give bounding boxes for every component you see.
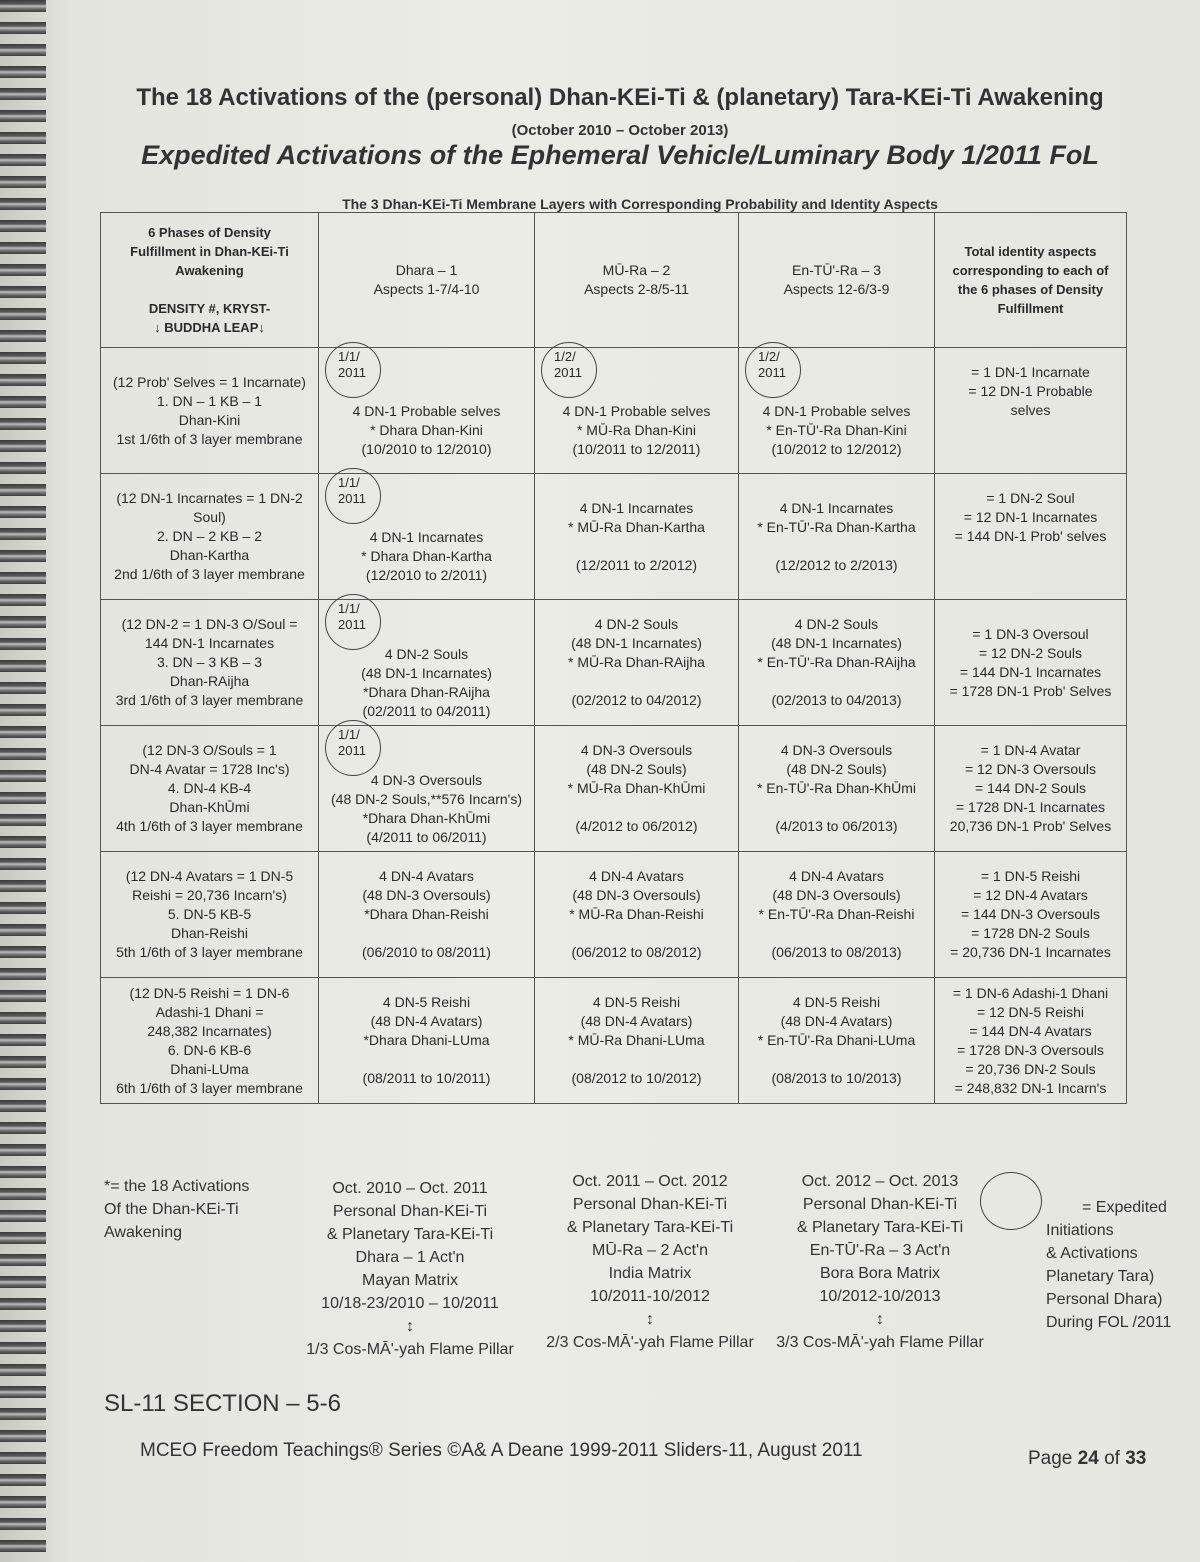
text-line: MŪ-Ra – 2: [602, 262, 671, 278]
text-line: 4 DN-1 Incarnates: [579, 499, 694, 516]
circle-date-line: 2011: [338, 743, 366, 758]
text-line: *Dhara Dhan-RAijha: [363, 683, 490, 700]
text-line: = 1728 DN-1 Prob' Selves: [949, 682, 1112, 699]
text-line: = 144 DN-1 Prob' selves: [954, 528, 1107, 544]
text-line: (08/2011 to 10/2011): [362, 1070, 491, 1086]
text-line: DENSITY #, KRYST-: [148, 301, 271, 316]
header-total-aspects: [935, 213, 1127, 348]
text-line: (10/2012 to 12/2012): [771, 441, 902, 457]
copyright-line: MCEO Freedom Teachings® Series ©A& A Deane 1999-2011 Sliders-11, August 2011: [140, 1440, 863, 1461]
text-line: (48 DN-1 Incarnates): [361, 664, 492, 681]
text-line: ↕: [876, 1311, 884, 1328]
text-line: = 20,736 DN-1 Incarnates: [950, 944, 1111, 960]
mura-cell: [535, 978, 739, 1104]
mura-cell: [535, 726, 739, 852]
text-line: (48 DN-4 Avatars): [580, 1013, 693, 1029]
text-line: Dhan-KhŪmi: [169, 799, 250, 815]
text-line: India Matrix: [608, 1265, 692, 1282]
text-line: & Planetary Tara-KEi-Ti: [326, 1226, 494, 1243]
text-line: (48 DN-2 Souls,**576 Incarn's): [331, 790, 522, 807]
text-line: (10/2011 to 12/2011): [572, 441, 701, 457]
text-line: ↕: [646, 1311, 654, 1328]
text-line: *Dhara Dhan-Reishi: [364, 906, 489, 922]
text-line: = 1728 DN-1 Incarnates: [955, 799, 1106, 815]
text-line: Awakening: [104, 1224, 182, 1241]
text-line: 6. DN-6 KB-6: [167, 1041, 252, 1058]
total-cell: [935, 852, 1127, 978]
text-line: [939, 565, 1122, 584]
table-row: [101, 348, 1127, 474]
text-line: * En-TŪ'-Ra Dhan-RAijha: [757, 654, 916, 670]
text-line: = 144 DN-3 Oversouls: [961, 906, 1100, 922]
text-line: & Planetary Tara-KEi-Ti: [566, 1219, 734, 1236]
text-line: Of the Dhan-KEi-Ti: [104, 1201, 239, 1218]
text-line: = 12 DN-4 Avatars: [973, 887, 1088, 903]
expedited-circle-legend-icon: [980, 1172, 1042, 1230]
text-line: (12 DN-3 O/Souls = 1: [142, 742, 277, 758]
text-line: 4 DN-4 Avatars: [589, 868, 684, 884]
text-line: = 248,832 DN-1 Incarn's: [954, 1079, 1107, 1096]
total-cell: [935, 978, 1127, 1104]
text-line: * MŪ-Ra Dhan-KhŪmi: [567, 780, 706, 796]
activation-date-circle: [325, 342, 381, 398]
text-line: (10/2010 to 12/2010): [361, 441, 492, 457]
text-line: = 12 DN-3 Oversouls: [964, 761, 1097, 777]
footer-year-1: [290, 1177, 530, 1361]
text-line: *Dhara Dhani-LUma: [363, 1032, 490, 1048]
text-line: (06/2012 to 08/2012): [571, 944, 702, 960]
text-line: (02/2011 to 04/2011): [362, 702, 491, 719]
text-line: Oct. 2010 – Oct. 2011: [332, 1180, 488, 1197]
text-line: (12 Prob' Selves = 1 Incarnate): [113, 373, 306, 390]
text-line: = 12 DN-1 Probable: [968, 383, 1093, 399]
text-line: (48 DN-3 Oversouls): [362, 887, 491, 903]
text-line: Planetary Tara): [1046, 1268, 1155, 1285]
circle-date-line: 2011: [554, 365, 582, 380]
text-line: 2nd 1/6th of 3 layer membrane: [114, 566, 305, 582]
text-line: = 12 DN-1 Incarnates: [963, 509, 1098, 525]
activation-date-circle: [325, 594, 381, 650]
circle-date-line: 2011: [338, 365, 366, 380]
text-line: Oct. 2012 – Oct. 2013: [801, 1173, 959, 1190]
text-line: 4 DN-5 Reishi: [592, 994, 681, 1010]
text-line: [743, 537, 930, 556]
text-line: Dhan-Kini: [178, 411, 241, 428]
text-line: DN-4 Avatar = 1728 Inc's): [129, 761, 290, 777]
text-line: (08/2012 to 10/2012): [571, 1070, 702, 1086]
circle-date-line: 1/1/: [338, 601, 360, 616]
circle-date-line: 2011: [758, 365, 786, 380]
text-line: (48 DN-4 Avatars): [780, 1013, 893, 1029]
text-line: 4 DN-1 Probable selves: [352, 403, 501, 419]
phase-cell: [101, 348, 319, 474]
page-current: 24: [1077, 1448, 1099, 1469]
entura-cell: [739, 852, 935, 978]
text-line: 4 DN-1 Incarnates: [369, 529, 484, 545]
text-line: (08/2013 to 10/2013): [771, 1070, 902, 1086]
text-line: [539, 1050, 734, 1069]
text-line: (48 DN-4 Avatars): [370, 1013, 483, 1029]
text-line: = 1 DN-6 Adashi-1 Dhani: [952, 984, 1109, 1001]
text-line: * En-TŪ'-Ra Dhan-Reishi: [758, 906, 915, 922]
text-line: & Planetary Tara-KEi-Ti: [796, 1219, 964, 1236]
text-line: 2/3 Cos-MĀ'-yah Flame Pillar: [546, 1334, 754, 1351]
text-line: 3. DN – 3 KB – 3: [156, 654, 263, 670]
text-line: [539, 537, 734, 556]
text-line: * Dhara Dhan-Kartha: [361, 548, 492, 564]
text-line: 4. DN-4 KB-4: [167, 780, 252, 796]
text-line: Soul): [193, 509, 226, 525]
text-line: 4 DN-5 Reishi: [382, 994, 471, 1010]
circle-date-line: 1/2/: [758, 349, 780, 364]
table-row: [101, 474, 1127, 600]
text-line: En-TŪ'-Ra – 3 Act'n: [809, 1242, 951, 1259]
text-line: corresponding to each of: [952, 263, 1109, 278]
section-label: SL-11 SECTION – 5-6: [104, 1390, 341, 1417]
text-line: Dhan-RAijha: [169, 673, 250, 689]
text-line: = 20,736 DN-2 Souls: [965, 1060, 1096, 1077]
text-line: ↕: [406, 1318, 414, 1335]
page-headline: Expedited Activations of the Ephemeral Vehicle/Luminary Body 1/2011 FoL: [141, 140, 1099, 170]
circle-date-line: 1/1/: [338, 727, 360, 742]
text-line: MŪ-Ra – 2 Act'n: [592, 1242, 708, 1259]
text-line: 3/3 Cos-MĀ'-yah Flame Pillar: [776, 1334, 984, 1351]
text-line: 5. DN-5 KB-5: [167, 906, 252, 922]
text-line: 1. DN – 1 KB – 1: [156, 392, 263, 409]
text-line: 4 DN-3 Oversouls: [370, 771, 483, 788]
text-line: 10/2011-10/2012: [590, 1288, 710, 1305]
text-line: * MŪ-Ra Dhan-RAijha: [568, 654, 705, 670]
text-line: * En-TŪ'-Ra Dhan-Kini: [766, 422, 907, 438]
text-line: 1/3 Cos-MĀ'-yah Flame Pillar: [306, 1341, 514, 1358]
text-line: = 1 DN-3 Oversoul: [972, 625, 1089, 642]
dhara-cell: [319, 852, 535, 978]
text-line: (12 DN-2 = 1 DN-3 O/Soul =: [121, 616, 298, 632]
text-line: Dhan-Reishi: [170, 925, 249, 941]
page-title: The 18 Activations of the (personal) Dhan-KEi-Ti & (planetary) Tara-KEi-Ti Awakening: [136, 84, 1104, 111]
text-line: 2. DN – 2 KB – 2: [156, 528, 263, 544]
text-line: (48 DN-1 Incarnates): [571, 635, 702, 651]
text-line: 4th 1/6th of 3 layer membrane: [116, 818, 303, 834]
text-line: 3rd 1/6th of 3 layer membrane: [115, 692, 304, 708]
text-line: * MŪ-Ra Dhani-LUma: [568, 1032, 705, 1048]
text-line: [743, 798, 930, 817]
text-line: * MŪ-Ra Dhan-Reishi: [569, 906, 704, 922]
total-cell: [935, 474, 1127, 600]
text-line: (02/2012 to 04/2012): [571, 692, 702, 708]
page-prefix: Page: [1028, 1448, 1073, 1469]
text-line: [539, 798, 734, 817]
text-line: = 12 DN-2 Souls: [978, 644, 1083, 661]
table-caption: The 3 Dhan-KEi-Ti Membrane Layers with Corresponding Probability and Identity Aspects: [342, 196, 938, 212]
mura-cell: [535, 852, 739, 978]
text-line: (48 DN-2 Souls): [586, 761, 687, 777]
text-line: (48 DN-2 Souls): [786, 761, 887, 777]
mura-cell: [535, 600, 739, 726]
header-density-phases: [101, 213, 319, 348]
text-line: 4 DN-2 Souls: [794, 616, 879, 632]
text-line: (48 DN-1 Incarnates): [771, 635, 902, 651]
text-line: [743, 1050, 930, 1069]
text-line: [939, 439, 1122, 458]
text-line: [539, 672, 734, 691]
text-line: (12/2010 to 2/2011): [365, 567, 488, 583]
text-line: (48 DN-3 Oversouls): [572, 887, 701, 903]
text-line: Mayan Matrix: [361, 1272, 459, 1289]
phase-cell: [101, 726, 319, 852]
text-line: (06/2010 to 08/2011): [362, 944, 491, 960]
text-line: Personal Dhan-KEi-Ti: [332, 1203, 488, 1220]
text-line: (4/2012 to 06/2012): [575, 818, 698, 834]
text-line: = 1 DN-1 Incarnate: [971, 364, 1090, 380]
mura-cell: [535, 348, 739, 474]
text-line: Oct. 2011 – Oct. 2012: [572, 1173, 728, 1190]
text-line: 5th 1/6th of 3 layer membrane: [116, 944, 303, 960]
text-line: * MŪ-Ra Dhan-Kini: [576, 422, 697, 438]
dhara-cell: [319, 978, 535, 1104]
footer-year-3: [760, 1170, 1000, 1354]
text-line: = 144 DN-2 Souls: [975, 780, 1086, 796]
text-line: [105, 280, 314, 299]
text-line: Dhan-Kartha: [169, 547, 250, 563]
text-line: * Dhara Dhan-Kini: [370, 422, 483, 438]
text-line: *Dhara Dhan-KhŪmi: [362, 809, 491, 826]
header-mura: [535, 213, 739, 348]
activation-date-circle: [325, 720, 381, 776]
text-line: Reishi = 20,736 Incarn's): [132, 887, 287, 903]
footer-legend-right: [1046, 1196, 1186, 1334]
text-line: (12 DN-4 Avatars = 1 DN-5: [125, 868, 294, 884]
text-line: = 144 DN-1 Incarnates: [959, 663, 1102, 680]
text-line: 4 DN-3 Oversouls: [580, 742, 693, 758]
spiral-binding: [0, 0, 46, 1562]
dhara-cell: [319, 600, 535, 726]
text-line: *= the 18 Activations: [104, 1178, 250, 1195]
dhara-cell: [319, 474, 535, 600]
text-line: Aspects 1-7/4-10: [373, 281, 480, 297]
text-line: (12 DN-1 Incarnates = 1 DN-2: [116, 490, 303, 506]
header-entura: [739, 213, 935, 348]
page-total: 33: [1125, 1448, 1147, 1469]
text-line: * En-TŪ'-Ra Dhan-Kartha: [757, 518, 916, 535]
text-line: = 12 DN-5 Reishi: [977, 1003, 1084, 1020]
text-line: [939, 546, 1122, 565]
table-row: [101, 978, 1127, 1104]
dhara-cell: [319, 348, 535, 474]
text-line: 4 DN-1 Probable selves: [762, 403, 911, 419]
footer-legend-left: [104, 1175, 284, 1244]
table-row: [101, 600, 1127, 726]
text-line: [743, 924, 930, 943]
text-line: 6th 1/6th of 3 layer membrane: [116, 1079, 303, 1096]
circle-date-line: 2011: [338, 491, 366, 506]
entura-cell: [739, 726, 935, 852]
page-of: of: [1104, 1448, 1120, 1469]
text-line: Personal Dhan-KEi-Ti: [802, 1196, 958, 1213]
text-line: Fulfillment: [997, 301, 1064, 316]
text-line: (12/2012 to 2/2013): [775, 556, 898, 573]
page-subtitle: (October 2010 – October 2013): [511, 122, 729, 139]
text-line: 10/18-23/2010 – 10/2011: [321, 1295, 499, 1312]
circle-date-line: 2011: [338, 617, 366, 632]
text-line: 4 DN-1 Probable selves: [562, 403, 711, 419]
text-line: = 144 DN-4 Avatars: [969, 1022, 1092, 1039]
activations-table: [100, 212, 1127, 1104]
text-line: = 1728 DN-3 Oversouls: [957, 1041, 1104, 1058]
text-line: the 6 phases of Density: [957, 282, 1104, 297]
circle-date-line: 1/1/: [338, 349, 360, 364]
text-line: Aspects 12-6/3-9: [783, 281, 890, 297]
text-line: (02/2013 to 04/2013): [771, 692, 902, 708]
text-line: 4 DN-4 Avatars: [379, 868, 474, 884]
text-line: (12/2011 to 2/2012): [575, 556, 698, 573]
activation-date-circle: [541, 342, 597, 398]
text-line: ↓ BUDDHA LEAP↓: [154, 320, 265, 335]
text-line: Personal Dhara): [1046, 1291, 1163, 1308]
mura-cell: [535, 474, 739, 600]
text-line: Total identity aspects: [964, 244, 1097, 259]
text-line: Adashi-1 Dhani =: [155, 1003, 264, 1020]
text-line: Aspects 2-8/5-11: [584, 281, 689, 297]
table-row: [101, 852, 1127, 978]
header-dhara: [319, 213, 535, 348]
footer-year-2: [530, 1170, 770, 1354]
text-line: Fulfillment in Dhan-KEi-Ti: [130, 244, 289, 259]
text-line: 4 DN-3 Oversouls: [780, 742, 893, 758]
text-line: = 1 DN-4 Avatar: [980, 742, 1081, 758]
total-cell: [935, 726, 1127, 852]
text-line: (06/2013 to 08/2013): [771, 944, 902, 960]
text-line: Personal Dhan-KEi-Ti: [572, 1196, 728, 1213]
text-line: 20,736 DN-1 Prob' Selves: [949, 818, 1112, 834]
text-line: Initiations: [1046, 1222, 1114, 1239]
text-line: (4/2011 to 06/2011): [366, 828, 487, 845]
text-line: (48 DN-3 Oversouls): [772, 887, 901, 903]
text-line: [539, 924, 734, 943]
phase-cell: [101, 978, 319, 1104]
text-line: (12 DN-5 Reishi = 1 DN-6: [129, 984, 290, 1001]
dhara-cell: [319, 726, 535, 852]
text-line: [743, 672, 930, 691]
text-line: 248,382 Incarnates): [147, 1022, 272, 1039]
text-line: 4 DN-5 Reishi: [792, 994, 881, 1010]
text-line: 144 DN-1 Incarnates: [144, 635, 275, 651]
text-line: selves: [1010, 402, 1051, 418]
text-line: & Activations: [1046, 1245, 1138, 1262]
text-line: Awakening: [175, 263, 244, 278]
text-line: = 1 DN-2 Soul: [986, 490, 1075, 506]
entura-cell: [739, 348, 935, 474]
text-line: * En-TŪ'-Ra Dhani-LUma: [757, 1032, 916, 1048]
text-line: [323, 1050, 530, 1069]
text-line: = 1 DN-5 Reishi: [980, 868, 1081, 884]
table-row: [101, 726, 1127, 852]
text-line: 10/2012-10/2013: [819, 1288, 941, 1305]
total-cell: [935, 600, 1127, 726]
text-line: [939, 420, 1122, 439]
entura-cell: [739, 978, 935, 1104]
text-line: Dhara – 1: [395, 262, 458, 278]
text-line: (4/2013 to 06/2013): [775, 818, 898, 834]
text-line: Dhara – 1 Act'n: [355, 1249, 465, 1266]
circle-date-line: 1/2/: [554, 349, 576, 364]
table-header-row: [101, 213, 1127, 348]
text-line: = 1728 DN-2 Souls: [971, 925, 1090, 941]
text-line: * En-TŪ'-Ra Dhan-KhŪmi: [756, 780, 917, 796]
text-line: Bora Bora Matrix: [819, 1265, 941, 1282]
activation-date-circle: [325, 468, 381, 524]
phase-cell: [101, 852, 319, 978]
text-line: [323, 924, 530, 943]
text-line: Dhani-LUma: [170, 1060, 249, 1077]
text-line: 4 DN-4 Avatars: [789, 868, 884, 884]
page-number: [1028, 1448, 1146, 1470]
entura-cell: [739, 600, 935, 726]
text-line: 6 Phases of Density: [148, 225, 271, 240]
circle-date-line: 1/1/: [338, 475, 360, 490]
text-line: 1st 1/6th of 3 layer membrane: [116, 430, 303, 447]
text-line: En-TŪ'-Ra – 3: [791, 262, 882, 278]
total-cell: [935, 348, 1127, 474]
text-line: * MŪ-Ra Dhan-Kartha: [568, 518, 705, 535]
text-line: 4 DN-2 Souls: [594, 616, 679, 632]
text-line: 4 DN-1 Incarnates: [779, 499, 894, 516]
phase-cell: [101, 600, 319, 726]
text-line: 4 DN-2 Souls: [384, 645, 469, 662]
text-line: During FOL /2011: [1046, 1314, 1172, 1331]
entura-cell: [739, 474, 935, 600]
phase-cell: [101, 474, 319, 600]
activation-date-circle: [745, 342, 801, 398]
text-line: = Expedited: [1082, 1199, 1167, 1216]
